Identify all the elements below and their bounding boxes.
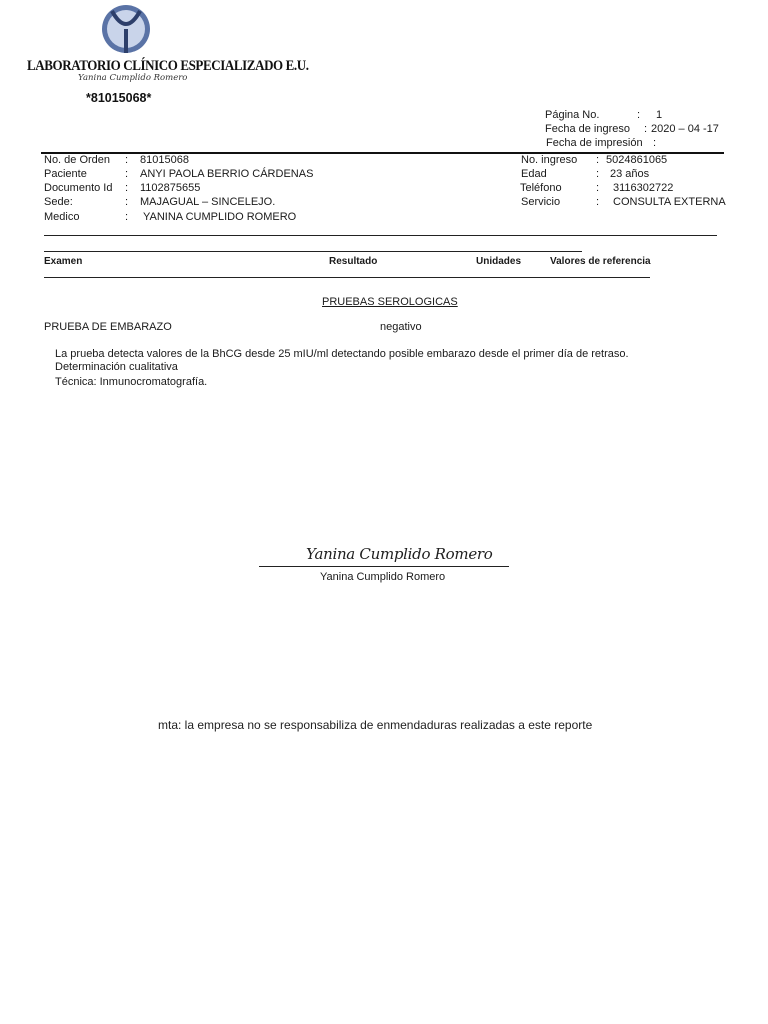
patient-colon: : [125,168,129,180]
disclaimer: mta: la empresa no se responsabiliza de enmendaduras realizadas a este reporte [158,718,593,732]
page-colon: : [637,109,641,121]
note-line-3: Técnica: Inmunocromatografía. [55,376,208,388]
patient-value: ANYI PAOLA BERRIO CÁRDENAS [140,168,314,180]
service-value: CONSULTA EXTERNA [613,196,726,208]
phone-label: Teléfono [520,182,562,194]
phone-colon: : [596,182,600,194]
info-divider-2 [44,251,582,252]
age-colon: : [596,168,600,180]
column-header-exam: Examen [44,256,83,267]
service-colon: : [596,196,600,208]
note-line-1: La prueba detecta valores de la BhCG desde 25 mIU/ml detectando posible embarazo desde el primer día de retraso. [55,348,629,360]
print-date-label: Fecha de impresión [546,137,643,149]
doctor-label: Medico [44,211,80,223]
order-value: 81015068 [140,154,189,166]
site-label: Sede: [44,196,73,208]
print-date-colon: : [653,137,657,149]
laboratory-logo-icon [98,3,154,55]
signature: Yanina Cumplido Romero [306,545,493,563]
entry-date-value: 2020 – 04 -17 [651,123,719,135]
site-value: MAJAGUAL – SINCELEJO. [140,196,276,208]
document-value: 1102875655 [140,182,201,194]
order-colon: : [125,154,129,166]
company-name: LABORATORIO CLÍNICO ESPECIALIZADO E.U. [27,56,309,74]
age-label: Edad [521,168,547,180]
page-value: 1 [656,109,663,121]
entry-date-colon: : [644,123,648,135]
signature-line [259,566,509,567]
exam-result: negativo [380,321,422,333]
admission-value: 5024861065 [606,154,668,166]
company-subtitle: Yanina Cumplido Romero [78,73,188,83]
barcode-text: *81015068* [86,91,152,105]
phone-value: 3116302722 [613,182,674,194]
info-divider-1 [44,235,717,236]
order-label: No. de Orden [44,154,111,166]
page-label: Página No. [545,109,600,121]
document-colon: : [125,182,129,194]
document-label: Documento Id [44,182,113,194]
exam-name: PRUEBA DE EMBARAZO [44,321,172,333]
site-colon: : [125,196,129,208]
admission-colon: : [596,154,600,166]
doctor-colon: : [125,211,129,223]
service-label: Servicio [521,196,561,208]
column-header-units: Unidades [476,256,522,267]
column-header-reference: Valores de referencia [550,256,651,267]
section-title: PRUEBAS SEROLOGICAS [322,296,458,308]
column-header-result: Resultado [329,256,378,267]
signer-name: Yanina Cumplido Romero [320,571,446,583]
note-line-2: Determinación cualitativa [55,361,178,373]
admission-label: No. ingreso [521,154,578,166]
patient-label: Paciente [44,168,87,180]
entry-date-label: Fecha de ingreso [545,123,630,135]
age-value: 23 años [610,168,650,180]
table-header-divider [44,277,650,278]
doctor-value: YANINA CUMPLIDO ROMERO [143,211,297,223]
